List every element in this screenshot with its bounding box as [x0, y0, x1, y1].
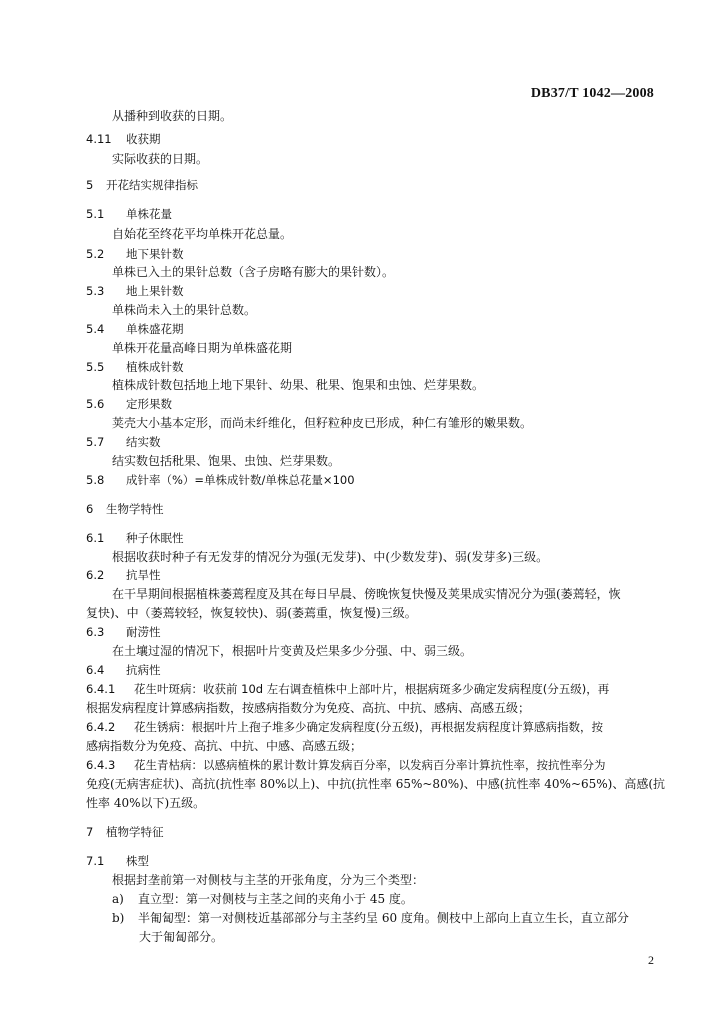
line-text: 单株盛花期: [126, 322, 184, 336]
page-number: 2: [648, 953, 654, 967]
clause-number: 6.4.3: [86, 758, 116, 772]
paragraph-line: [112, 453, 340, 469]
section-heading: [86, 359, 184, 375]
clause-number: 5: [86, 178, 94, 192]
section-heading: [86, 681, 609, 697]
line-text: 直立型：第一对侧枝与主茎之间的夹角小于 45 度。: [138, 892, 413, 906]
clause-number: 5.4: [86, 322, 105, 336]
paragraph-line: [112, 340, 292, 356]
line-text: 根据收获时种子有无发芽的情况分为强(无发芽)、中(少数发芽)、弱(发芽多)三级。: [112, 550, 549, 564]
line-text: 花生锈病：根据叶片上孢子堆多少确定发病程度(分五级)，再根据发病程度计算感病指数，按: [134, 720, 603, 734]
line-text: 半匍匐型：第一对侧枝近基部部分与主茎约呈 60 度角。侧枝中上部向上直立生长，直立部分: [138, 911, 629, 925]
section-heading: [86, 853, 149, 869]
line-text: 植物学特征: [106, 825, 164, 839]
section-heading: [86, 501, 164, 517]
line-text: 收获期: [126, 132, 161, 146]
line-text: 种子休眠性: [126, 531, 184, 545]
paragraph-line: [86, 776, 665, 792]
clause-number: 6.1: [86, 531, 105, 545]
section-heading: [86, 530, 184, 546]
clause-number: 6.4: [86, 663, 105, 677]
line-text: 大于匍匐部分。: [139, 930, 224, 944]
clause-number: 6.4.2: [86, 720, 116, 734]
clause-number: 7: [86, 825, 94, 839]
clause-number: 6.4.1: [86, 682, 116, 696]
section-heading: [86, 662, 161, 678]
line-text: 感病指数分为免疫、高抗、中抗、中感、高感五级；: [86, 739, 363, 753]
line-text: 荚壳大小基本定形，而尚未纤维化，但籽粒种皮已形成，种仁有雏形的嫩果数。: [112, 416, 533, 430]
line-text: 耐涝性: [126, 625, 161, 639]
line-text: 植株成针数包括地上地下果针、幼果、秕果、饱果和虫蚀、烂芽果数。: [112, 378, 485, 392]
clause-number: 5.7: [86, 435, 105, 449]
line-text: 实际收获的日期。: [112, 152, 209, 166]
paragraph-line: [139, 929, 223, 945]
line-text: 单株尚未入土的果针总数。: [112, 303, 257, 317]
section-heading: [86, 719, 603, 735]
paragraph-line: [86, 605, 417, 621]
line-text: 花生叶斑病：收获前 10d 左右调查植株中上部叶片，根据病斑多少确定发病程度(分五级)，再: [134, 682, 610, 696]
section-heading: [86, 434, 161, 450]
section-heading: [86, 321, 184, 337]
section-heading: [86, 206, 172, 222]
section-heading: [86, 757, 606, 773]
paragraph-line: [112, 549, 548, 565]
paragraph-line: [112, 643, 472, 659]
page-header: DB37/T 1042—2008: [530, 86, 654, 101]
line-text: 株型: [126, 854, 149, 868]
section-heading: [86, 283, 184, 299]
paragraph-line: [112, 891, 413, 907]
paragraph-line: [112, 910, 629, 926]
paragraph-line: [112, 226, 292, 242]
paragraph-line: [86, 795, 205, 811]
clause-number: 5.1: [86, 207, 105, 221]
section-heading: [86, 246, 184, 262]
line-text: 在干旱期间根据植株萎蔫程度及其在每日早晨、傍晚恢复快慢及荚果成实情况分为强(萎蔫轻，恢: [112, 587, 621, 601]
clause-number: 5.6: [86, 397, 105, 411]
section-heading: [86, 131, 161, 147]
line-text: 自始花至终花平均单株开花总量。: [112, 227, 293, 241]
clause-number: 5.2: [86, 247, 105, 261]
section-heading: [86, 824, 164, 840]
line-text: 根据封垄前第一对侧枝与主茎的开张角度，分为三个类型：: [112, 873, 425, 887]
line-text: 性率 40%以下)五级。: [86, 796, 206, 810]
line-text: 在土壤过湿的情况下，根据叶片变黄及烂果多少分强、中、弱三级。: [112, 644, 473, 658]
line-text: 复快)、中（萎蔫较轻，恢复较快)、弱(萎蔫重，恢复慢)三级。: [86, 606, 417, 620]
line-text: 开花结实规律指标: [106, 178, 198, 192]
clause-number: 6: [86, 502, 94, 516]
line-text: 结实数包括秕果、饱果、虫蚀、烂芽果数。: [112, 454, 341, 468]
line-text: 植株成针数: [126, 360, 184, 374]
section-heading: [86, 396, 172, 412]
section-heading: [86, 472, 355, 488]
clause-number: 5.3: [86, 284, 105, 298]
section-heading: [86, 624, 161, 640]
line-text: 单株开花量高峰日期为单株盛花期: [112, 341, 293, 355]
line-text: 抗病性: [126, 663, 161, 677]
paragraph-line: [112, 377, 484, 393]
line-text: 花生青枯病：以感病植株的累计数计算发病百分率，以发病百分率计算抗性率，按抗性率分为: [134, 758, 606, 772]
line-text: 单株已入土的果针总数（含子房略有膨大的果针数）。: [112, 265, 395, 279]
clause-number: 6.2: [86, 568, 105, 582]
paragraph-line: [86, 738, 362, 754]
clause-number: 7.1: [86, 854, 105, 868]
line-text: 根据发病程度计算感病指数，按感病指数分为免疫、高抗、中抗、感病、高感五级；: [86, 701, 531, 715]
clause-number: 4.11: [86, 132, 112, 146]
clause-number: 5.8: [86, 473, 105, 487]
paragraph-line: [112, 415, 532, 431]
section-heading: [86, 567, 161, 583]
clause-number: b): [112, 911, 125, 925]
line-text: 从播种到收获的日期。: [112, 109, 233, 123]
line-text: 免疫(无病害症状)、高抗(抗性率 80%以上)、中抗(抗性率 65%~80%)、中感(抗性率 40%~65%)、高感(抗: [86, 777, 666, 791]
line-text: 成针率（%）=单株成针数/单株总花量×100: [126, 473, 355, 487]
paragraph-line: [112, 264, 394, 280]
paragraph-line: [112, 872, 424, 888]
line-text: 定形果数: [126, 397, 172, 411]
paragraph-line: [86, 700, 530, 716]
paragraph-line: [112, 302, 256, 318]
line-text: 结实数: [126, 435, 161, 449]
line-text: 地下果针数: [126, 247, 184, 261]
clause-number: a): [112, 892, 124, 906]
clause-number: 5.5: [86, 360, 105, 374]
paragraph-line: [112, 108, 232, 124]
paragraph-line: [112, 586, 621, 602]
line-text: 抗旱性: [126, 568, 161, 582]
line-text: 地上果针数: [126, 284, 184, 298]
section-heading: [86, 177, 198, 193]
line-text: 生物学特性: [106, 502, 164, 516]
clause-number: 6.3: [86, 625, 105, 639]
paragraph-line: [112, 151, 208, 167]
line-text: 单株花量: [126, 207, 172, 221]
